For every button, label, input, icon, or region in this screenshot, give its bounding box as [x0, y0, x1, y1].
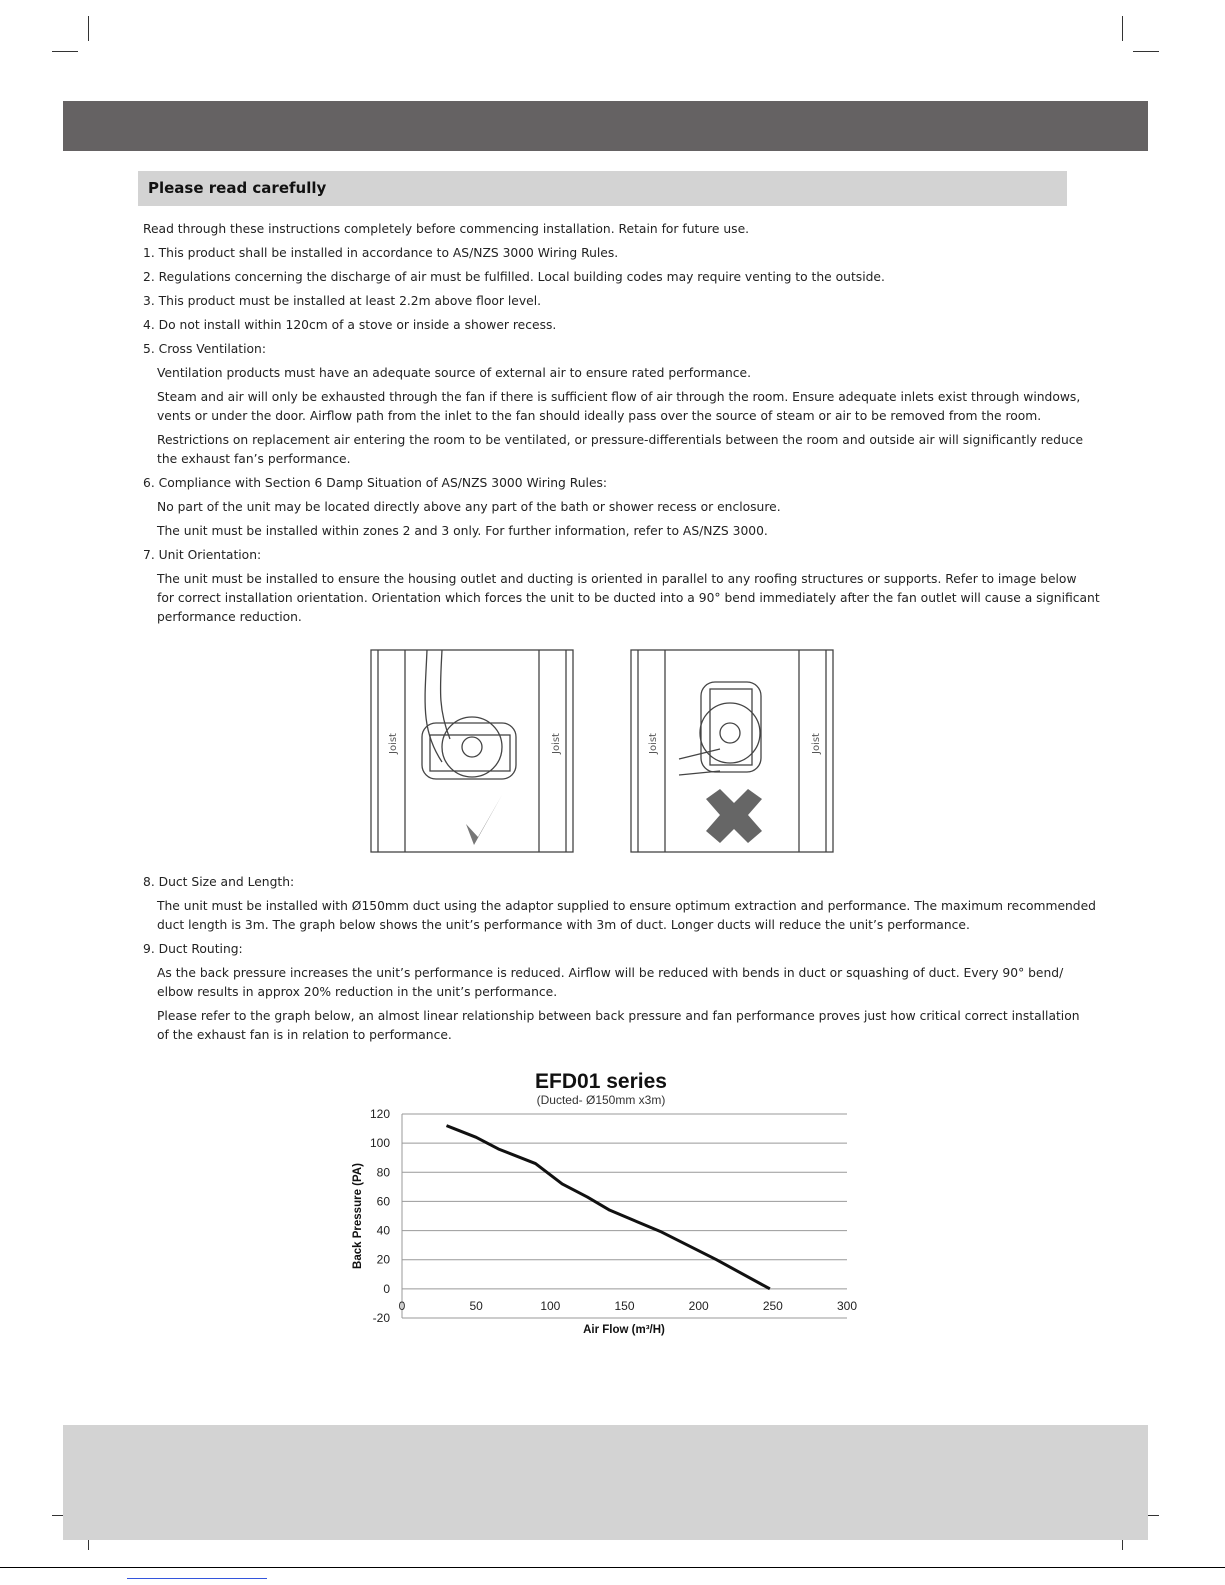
- x-tick-label: 150: [614, 1298, 635, 1313]
- y-tick-label: -20: [372, 1311, 390, 1325]
- paragraph: No part of the unit may be located directly above any part of the bath or shower recess or enclosure.: [157, 500, 781, 514]
- series-line: [447, 1126, 770, 1289]
- y-tick-label: 100: [369, 1136, 390, 1151]
- paragraph: The unit must be installed with Ø150mm duct using the adaptor supplied to ensure optimum extraction and performance. The maximum recommended: [157, 899, 1096, 913]
- paragraph: The unit must be installed to ensure the housing outlet and ducting is oriented in parallel to any roofing structures or supports. Refer to image below: [157, 572, 1077, 586]
- x-tick-label: 250: [762, 1298, 783, 1313]
- chart-title: EFD01 series: [535, 1070, 667, 1093]
- list-item: 1. This product shall be installed in accordance to AS/NZS 3000 Wiring Rules.: [143, 246, 619, 260]
- x-tick-label: 50: [469, 1298, 483, 1313]
- section-title: Please read carefully: [148, 179, 327, 197]
- joist-label: Joist: [811, 733, 822, 754]
- paragraph: As the back pressure increases the unit’s performance is reduced. Airflow will be reduced with bends in duct or squashing of duct. Every 90° bend/: [157, 966, 1064, 980]
- y-tick-label: 0: [383, 1281, 390, 1296]
- paragraph: Please refer to the graph below, an almost linear relationship between back pressure and fan performance proves just how critical correct installation: [157, 1009, 1080, 1023]
- bottom-banner: [63, 1425, 1148, 1540]
- y-tick-label: 120: [369, 1107, 390, 1121]
- x-tick-label: 100: [540, 1298, 561, 1313]
- paragraph: of the exhaust fan is in relation to performance.: [157, 1028, 452, 1042]
- list-item: 9. Duct Routing:: [143, 942, 243, 956]
- paragraph: duct length is 3m. The graph below shows the unit’s performance with 3m of duct. Longer ducts will reduce the unit’s performance.: [157, 918, 970, 932]
- x-tick-label: 0: [398, 1298, 406, 1313]
- paragraph: the exhaust fan’s performance.: [157, 452, 351, 466]
- intro-text: Read through these instructions completely before commencing installation. Retain for future use.: [143, 222, 750, 236]
- list-item: 6. Compliance with Section 6 Damp Situation of AS/NZS 3000 Wiring Rules:: [143, 476, 608, 490]
- y-tick-label: 60: [376, 1194, 390, 1209]
- list-item: 7. Unit Orientation:: [143, 548, 262, 562]
- joist-label: Joist: [648, 733, 659, 754]
- list-item: 8. Duct Size and Length:: [143, 875, 295, 889]
- x-axis-label: Air Flow (m³/H): [583, 1324, 665, 1336]
- joist-label: Joist: [551, 733, 562, 754]
- list-item: 2. Regulations concerning the discharge of air must be fulfilled. Local building codes may require venting to the outside.: [143, 270, 885, 284]
- list-item: 3. This product must be installed at least 2.2m above floor level.: [143, 294, 542, 308]
- y-tick-label: 80: [376, 1165, 390, 1180]
- paragraph: Ventilation products must have an adequate source of external air to ensure rated performance.: [157, 366, 752, 380]
- paragraph: for correct installation orientation. Orientation which forces the unit to be ducted into a 90° bend immediately after the fan outlet will cause a significant: [157, 591, 1100, 605]
- y-tick-label: 20: [376, 1252, 390, 1267]
- list-item: 5. Cross Ventilation:: [143, 342, 266, 356]
- list-item: 4. Do not install within 120cm of a stove or inside a shower recess.: [143, 318, 557, 332]
- paragraph: Restrictions on replacement air entering the room to be ventilated, or pressure-differentials between the room and outside air will significantly reduce: [157, 433, 1084, 447]
- paragraph: performance reduction.: [157, 610, 302, 624]
- x-tick-label: 300: [836, 1298, 858, 1313]
- chart-subtitle: (Ducted- Ø150mm x3m): [536, 1093, 666, 1107]
- paragraph: vents or under the door. Airflow path from the inlet to the fan should ideally pass over the source of steam or air to be removed from the room.: [157, 409, 1042, 423]
- paragraph: elbow results in approx 20% reduction in the unit’s performance.: [157, 985, 558, 999]
- paragraph: Steam and air will only be exhausted through the fan if there is sufficient flow of air through the room. Ensure adequate inlets exist through windows,: [157, 390, 1081, 404]
- x-tick-label: 200: [688, 1298, 709, 1313]
- y-tick-label: 40: [376, 1223, 390, 1238]
- y-axis-label: Back Pressure (PA): [352, 1163, 364, 1269]
- paragraph: The unit must be installed within zones 2 and 3 only. For further information, refer to AS/NZS 3000.: [157, 524, 768, 538]
- joist-label: Joist: [388, 733, 399, 754]
